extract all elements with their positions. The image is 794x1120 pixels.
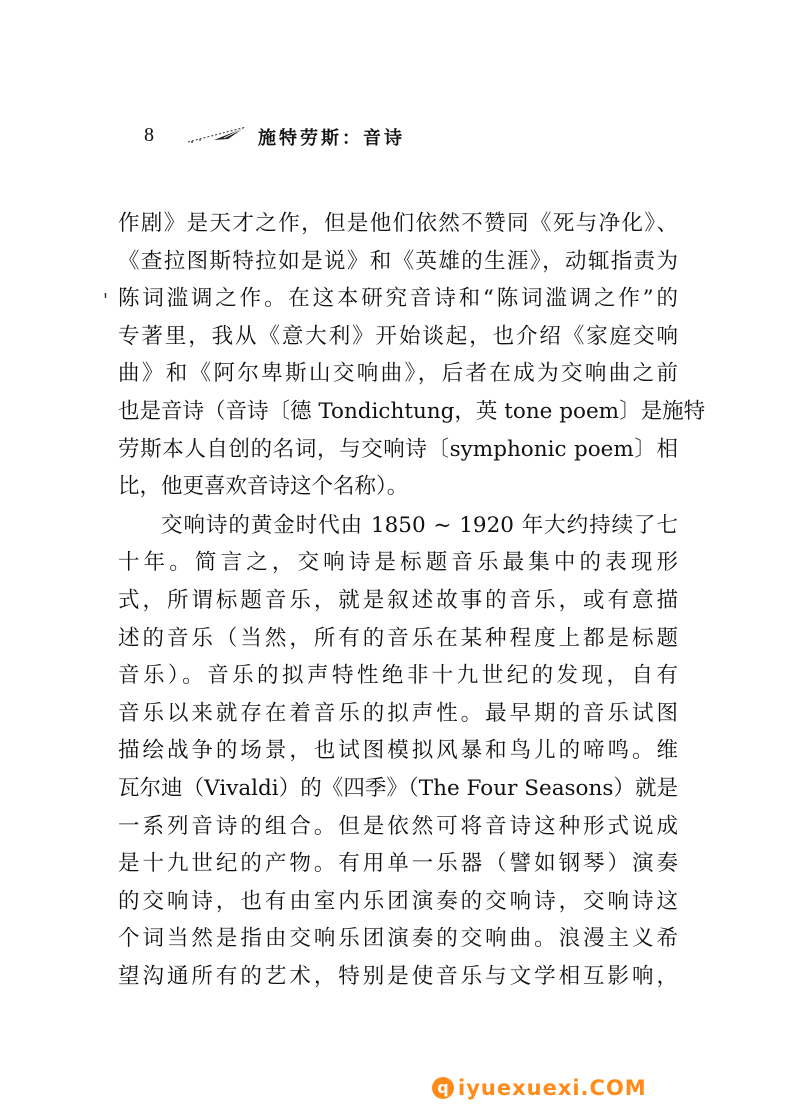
running-title: 施特劳斯：音诗 <box>258 128 405 149</box>
text-line: 的交响诗，也有由室内乐团演奏的交响诗，交响诗这 <box>118 888 678 914</box>
text-line: 比，他更喜欢音诗这个名称）。 <box>118 474 409 500</box>
text-line: 个词当然是指由交响乐团演奏的交响曲。浪漫主义希 <box>118 926 678 952</box>
text-line: 专著里，我从《意大利》开始谈起，也介绍《家庭交响 <box>118 323 678 349</box>
text-line: 劳斯本人自创的名词，与交响诗〔symphonic poem〕相 <box>118 436 678 462</box>
text-line: 作剧》是天才之作，但是他们依然不赞同《死与净化》、 <box>118 211 678 236</box>
paragraph <box>118 205 706 506</box>
text-line: 也是音诗（音诗〔德 Tondichtung，英 tone poem〕是施特 <box>118 398 706 424</box>
text-line: 瓦尔迪（Vivaldi）的《四季》（The Four Seasons）就是 <box>118 775 678 801</box>
text-line: 音乐）。音乐的拟声特性绝非十九世纪的发现，自有 <box>118 663 678 689</box>
text-line: 描绘战争的场景，也试图模拟风暴和鸟儿的啼鸣。维 <box>118 738 678 764</box>
text-line: 十年。简言之，交响诗是标题音乐最集中的表现形 <box>118 550 678 576</box>
text-line: 曲》和《阿尔卑斯山交响曲》，后者在成为交响曲之前 <box>118 361 678 387</box>
quill-ornament-icon <box>184 124 250 146</box>
text-line: 音乐以来就存在着音乐的拟声性。最早期的音乐试图 <box>118 700 678 726</box>
text-line: 式，所谓标题音乐，就是叙述故事的音乐，或有意描 <box>118 587 678 613</box>
text-line: 交响诗的黄金时代由 1850 ~ 1920 年大约持续了七 <box>161 512 678 538</box>
text-line: 一系列音诗的组合。但是依然可将音诗这种形式说成 <box>118 813 678 839</box>
text-line: 望沟通所有的艺术，特别是使音乐与文学相互影响， <box>118 963 678 989</box>
text-line: 陈词滥调之作。在这本研究音诗和“陈词滥调之作”的 <box>118 286 678 312</box>
watermark-logo-icon: q <box>432 1077 454 1099</box>
paragraph <box>118 507 678 996</box>
margin-mark: ' <box>103 290 108 311</box>
watermark <box>432 1072 647 1104</box>
body-text <box>118 205 706 995</box>
page-header <box>140 122 440 152</box>
text-line: 是十九世纪的产物。有用单一乐器（譬如钢琴）演奏 <box>118 851 678 877</box>
text-line: 述的音乐（当然，所有的音乐在某种程度上都是标题 <box>118 625 678 651</box>
page-number: 8 <box>144 124 154 146</box>
watermark-text: iyuexuexi.COM <box>458 1076 647 1100</box>
text-line: 《查拉图斯特拉如是说》和《英雄的生涯》，动辄指责为 <box>118 248 678 274</box>
